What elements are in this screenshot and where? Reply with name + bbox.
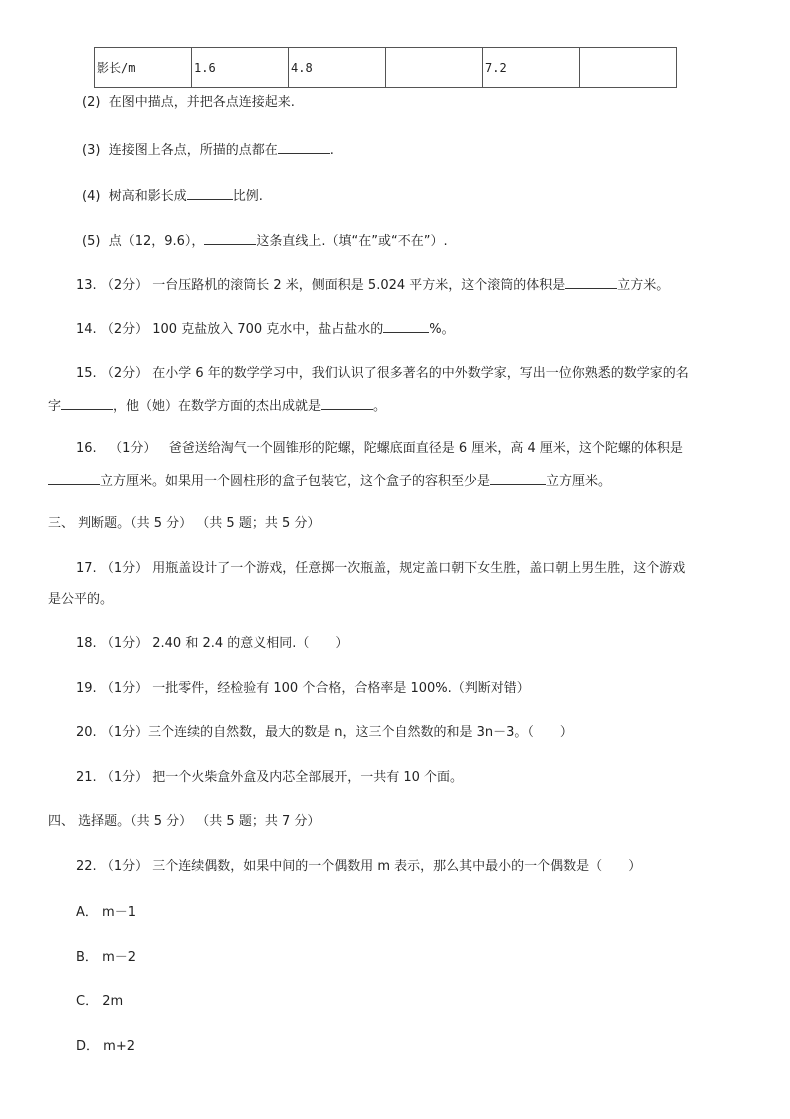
option-label: A． [76, 905, 98, 920]
question-text-end: 立方米。 [617, 278, 670, 293]
sub-question-text: 连接图上各点，所描的点都在 [108, 143, 278, 158]
section-title-judgement: 三、 判断题。（共 5 分） （共 5 题；共 5 分） [48, 516, 321, 531]
question-number: 15. [76, 366, 97, 381]
question-number: 17. [76, 561, 97, 576]
option-c[interactable] [76, 994, 123, 1010]
question-text: 爸爸送给淘气一个圆锥形的陀螺，陀螺底面直径是 6 厘米，高 4 厘米，这个陀螺的体积是 [168, 441, 683, 456]
question-text: 立方厘米。如果用一个圆柱形的盒子包装它，这个盒子的容积至少是 [100, 474, 491, 489]
option-label: D． [76, 1039, 100, 1054]
question-score: （2分） [100, 322, 149, 337]
question-22 [76, 859, 641, 875]
question-score: （2分） [100, 278, 149, 293]
question-close-paren: ） [559, 725, 573, 740]
question-17 [76, 561, 685, 577]
answer-blank[interactable] [321, 397, 373, 410]
question-close-paren: ） [628, 859, 642, 874]
question-score: （1分） [100, 681, 149, 696]
question-text: 用瓶盖设计了一个游戏，任意掷一次瓶盖，规定盖口朝下女生胜，盖口朝上男生胜，这个游戏 [152, 561, 686, 576]
table-cell: 4.8 [289, 48, 386, 88]
question-text: 100 克盐放入 700 克水中，盐占盐水的 [152, 322, 384, 337]
sub-question-4 [82, 187, 263, 205]
question-text: 一台压路机的滚筒长 2 米，侧面积是 5.024 平方米，这个滚筒的体积是 [152, 278, 566, 293]
sub-question-number: (2) [82, 95, 101, 110]
question-text: 一批零件，经检验有 100 个合格，合格率是 100%.（判断对错） [152, 681, 530, 696]
option-label: C． [76, 994, 99, 1009]
question-text-end: 。 [373, 399, 387, 414]
option-b[interactable] [76, 950, 136, 966]
question-text: 三个连续偶数，如果中间的一个偶数用 m 表示，那么其中最小的一个偶数是（ [152, 859, 603, 874]
question-score: （1分） [100, 636, 149, 651]
sub-question-text: 点（12，9.6）， [108, 234, 205, 249]
option-value: m－2 [102, 950, 136, 965]
answer-blank[interactable] [204, 232, 256, 245]
option-a[interactable] [76, 905, 136, 921]
option-d[interactable] [76, 1039, 135, 1055]
question-number: 22. [76, 859, 97, 874]
question-text-end: %。 [429, 322, 455, 337]
answer-blank[interactable] [278, 141, 330, 154]
question-15-line-2 [48, 397, 386, 415]
sub-question-number: (3) [82, 143, 101, 158]
answer-blank[interactable] [565, 276, 617, 289]
question-score: （1分） [109, 441, 157, 456]
question-14 [76, 320, 455, 338]
sub-question-text-end: 比例. [232, 189, 263, 204]
question-text: 字 [48, 399, 62, 414]
sub-question-number: (4) [82, 189, 101, 204]
question-text: 2.40 和 2.4 的意义相同.（ [152, 636, 310, 651]
table-cell [386, 48, 483, 88]
question-text: 三个连续的自然数，最大的数是 n，这三个自然数的和是 3n－3。（ [148, 725, 534, 740]
question-16-line-2 [48, 472, 611, 490]
answer-blank[interactable] [187, 187, 233, 200]
question-number: 14. [76, 322, 97, 337]
sub-question-text-end: . [329, 143, 334, 158]
question-16 [76, 441, 683, 457]
question-18 [76, 636, 348, 652]
sub-question-number: (5) [82, 234, 101, 249]
option-value: m－1 [102, 905, 136, 920]
sub-question-3 [82, 141, 334, 159]
sub-question-text-end: 这条直线上.（填“在”或“不在”）. [256, 234, 448, 249]
answer-blank[interactable] [61, 397, 113, 410]
question-score: （1分） [100, 725, 149, 740]
question-number: 13. [76, 278, 97, 293]
shadow-length-table [94, 47, 677, 88]
question-number: 21. [76, 770, 97, 785]
question-21 [76, 770, 463, 786]
answer-blank[interactable] [490, 472, 546, 485]
sub-question-2 [82, 95, 295, 111]
question-text: ，他（她）在数学方面的杰出成就是 [113, 399, 322, 414]
sub-question-text: 树高和影长成 [108, 189, 187, 204]
option-value: 2m [102, 994, 124, 1009]
table-row-label: 影长/m [95, 48, 192, 88]
question-score: （2分） [100, 366, 149, 381]
question-score: （1分） [100, 770, 149, 785]
answer-blank[interactable] [383, 320, 429, 333]
question-13 [76, 276, 669, 294]
question-number: 16. [76, 441, 97, 456]
question-score: （1分） [100, 561, 149, 576]
question-number: 18. [76, 636, 97, 651]
table-cell: 1.6 [192, 48, 289, 88]
section-title-choice: 四、 选择题。（共 5 分） （共 5 题；共 7 分） [48, 814, 321, 829]
answer-blank[interactable] [48, 472, 100, 485]
question-score: （1分） [100, 859, 149, 874]
table-cell: 7.2 [483, 48, 580, 88]
question-17-line-2: 是公平的。 [48, 592, 114, 607]
option-label: B． [76, 950, 98, 965]
question-19 [76, 681, 530, 697]
question-number: 19. [76, 681, 97, 696]
question-20 [76, 725, 573, 741]
option-value: m+2 [103, 1039, 135, 1054]
question-text: 把一个火柴盒外盒及内芯全部展开，一共有 10 个面。 [152, 770, 464, 785]
sub-question-text: 在图中描点，并把各点连接起来. [108, 95, 295, 110]
question-text-end: 立方厘米。 [546, 474, 612, 489]
question-number: 20. [76, 725, 97, 740]
sub-question-5 [82, 232, 448, 250]
question-text: 在小学 6 年的数学学习中，我们认识了很多著名的中外数学家，写出一位你熟悉的数学家的名 [152, 366, 689, 381]
question-close-paren: ） [335, 636, 349, 651]
question-15 [76, 366, 689, 382]
table-cell [580, 48, 677, 88]
table-row [95, 48, 677, 88]
